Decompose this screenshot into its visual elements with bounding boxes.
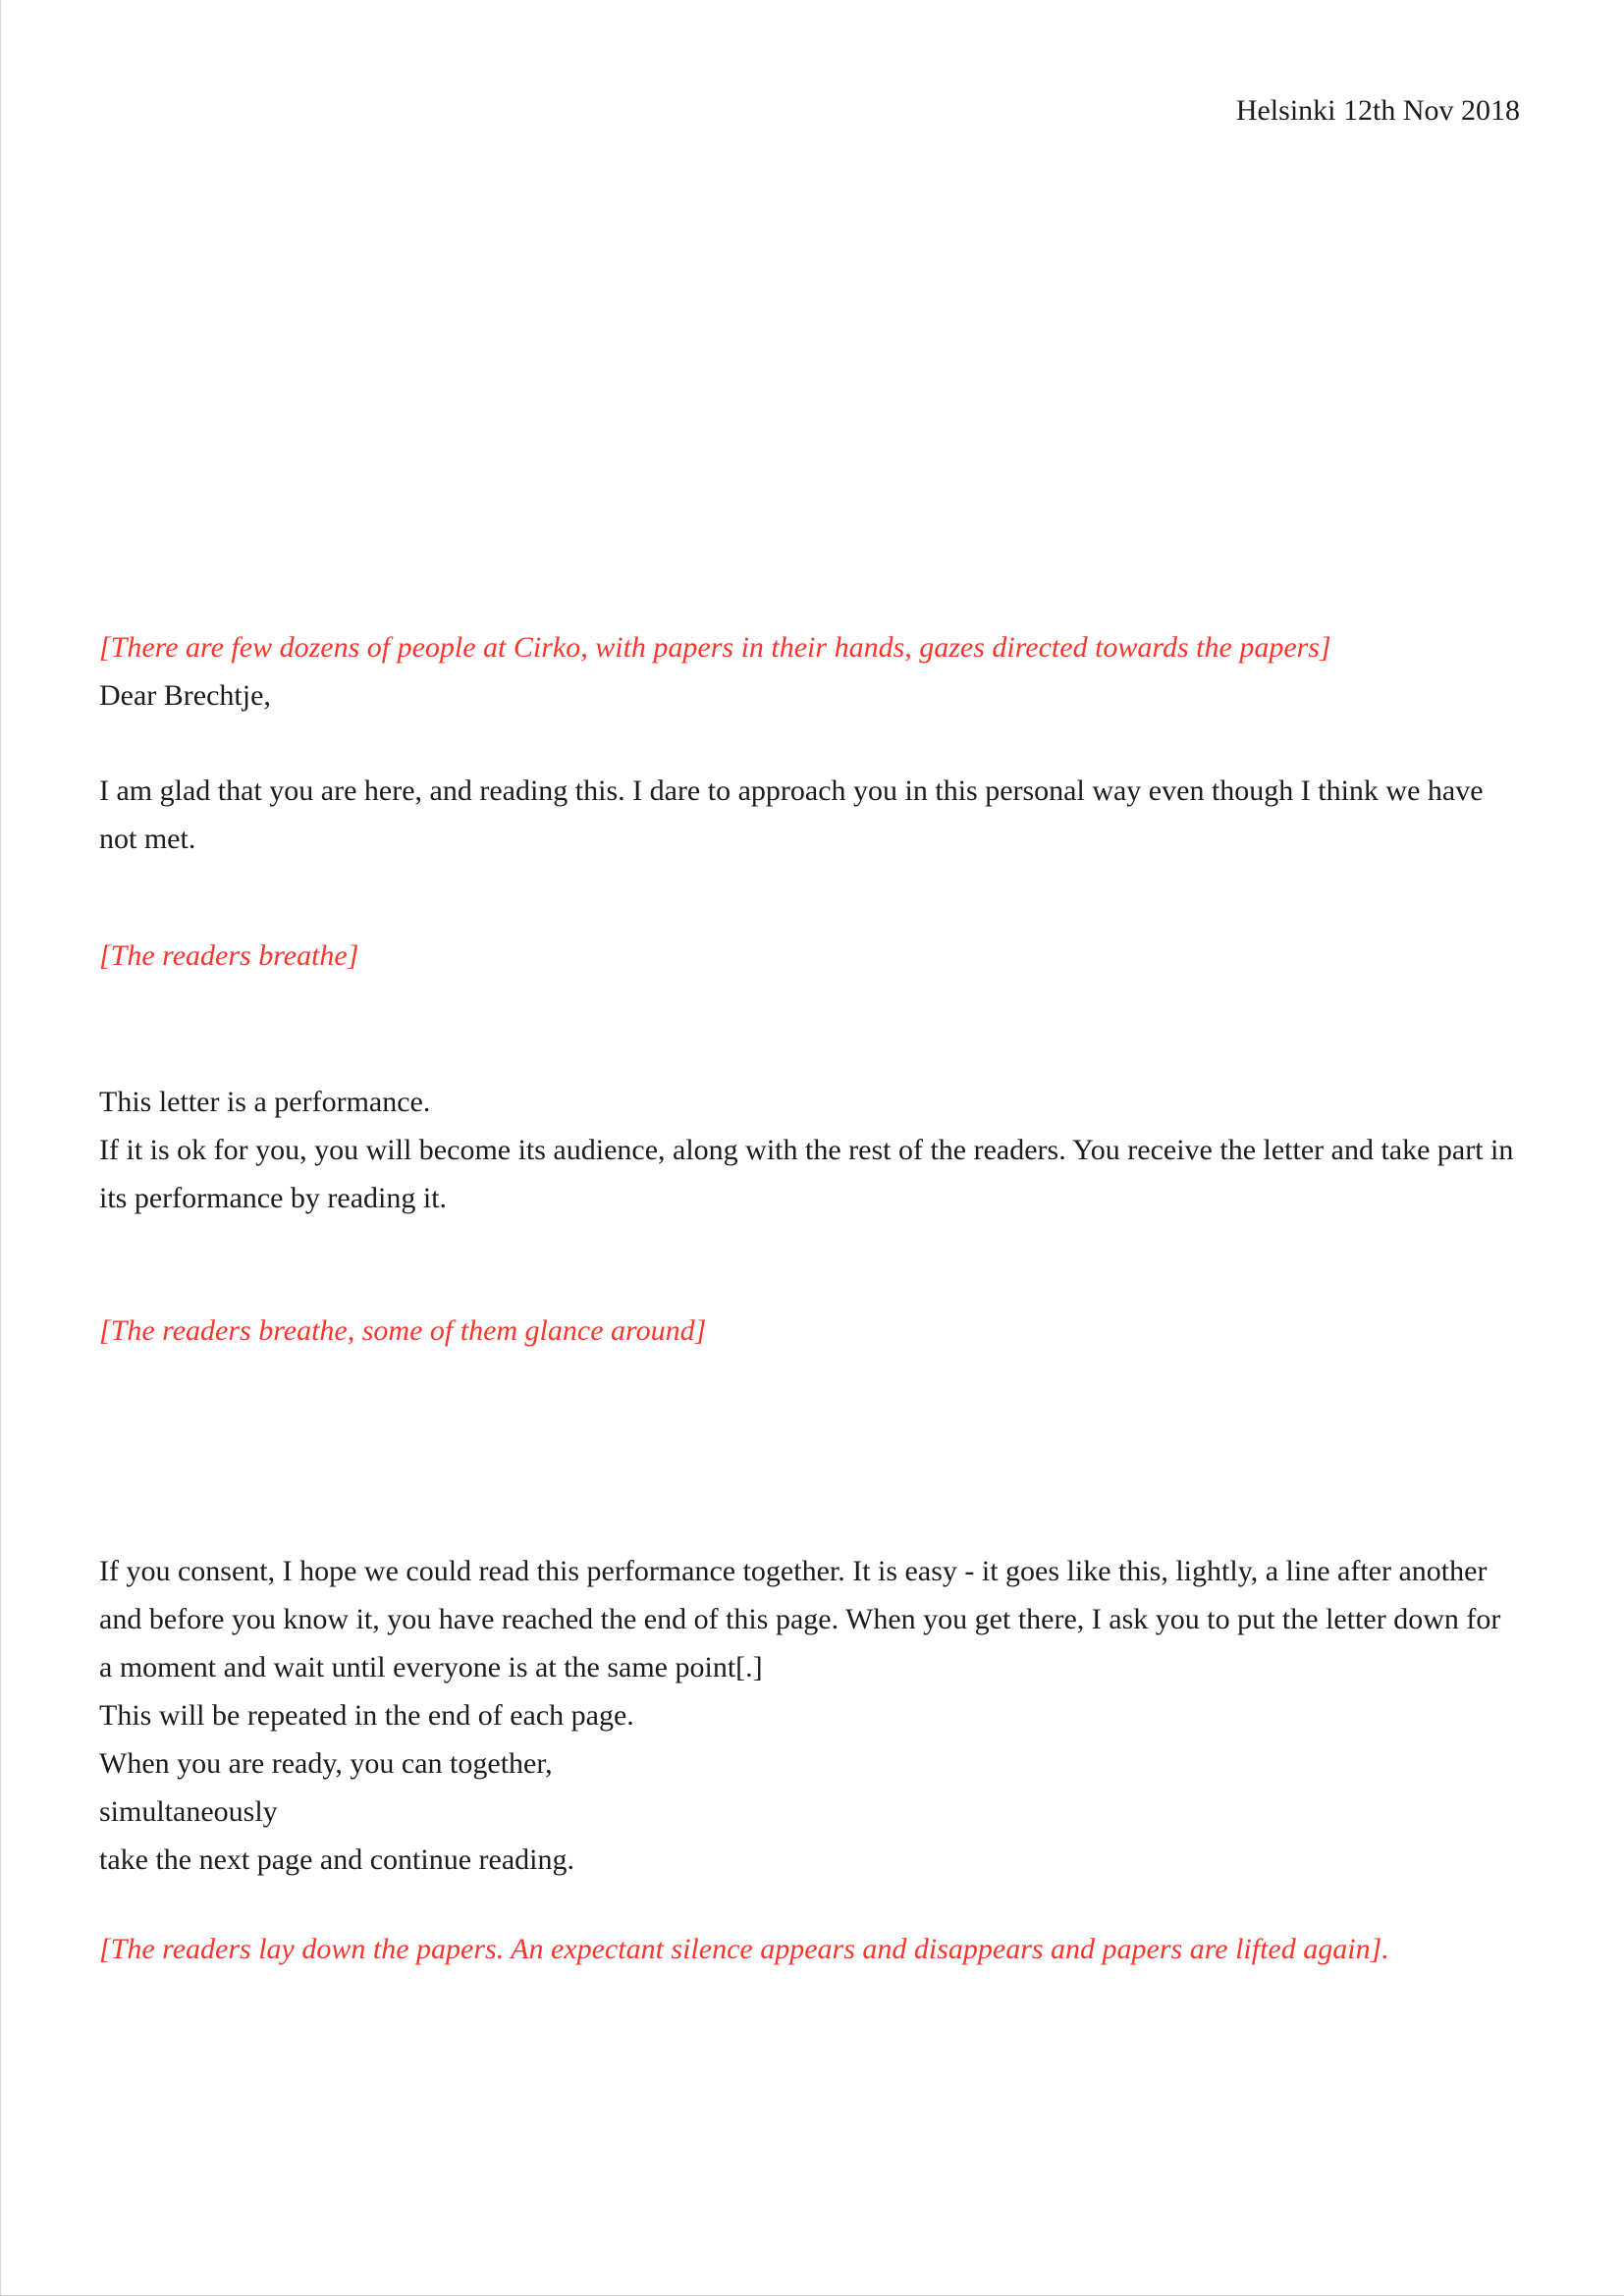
stage-direction-glance-around: [The readers breathe, some of them glance around]: [99, 1314, 707, 1347]
paragraph-performance-line-1: This letter is a performance.: [99, 1086, 431, 1118]
paragraph-instructions: [99, 1547, 1520, 1884]
date-line: Helsinki 12th Nov 2018: [1235, 94, 1520, 127]
paragraph-performance-rest: If it is ok for you, you will become its audience, along with the rest of the readers. You receive the letter and take part in its performance by reading it.: [99, 1134, 1514, 1214]
paragraph-introduction: I am glad that you are here, and reading this. I dare to approach you in this personal way even though I think we have not met.: [99, 774, 1484, 855]
paragraph-instructions-line-3: When you are ready, you can together,: [99, 1747, 553, 1780]
paragraph-instructions-main: If you consent, I hope we could read this performance together. It is easy - it goes like this, lightly, a line after another and before you know it, you have reached the end of this page. When you get there, I ask you to put the letter down for a moment and wait until everyone is at the same point[.]: [99, 1555, 1501, 1683]
paragraph-instructions-line-4: simultaneously: [99, 1795, 278, 1828]
salutation: Dear Brechtje,: [99, 679, 271, 712]
stage-direction-closing: [The readers lay down the papers. An expectant silence appears and disappears and papers are lifted again].: [99, 1933, 1389, 1965]
paragraph-performance: [99, 1078, 1520, 1222]
paragraph-instructions-line-2: This will be repeated in the end of each page.: [99, 1699, 634, 1732]
stage-direction-opening: [There are few dozens of people at Cirko, with papers in their hands, gazes directed towards the papers]: [99, 631, 1331, 664]
paragraph-instructions-line-5: take the next page and continue reading.: [99, 1843, 574, 1876]
stage-direction-readers-breathe: [The readers breathe]: [99, 939, 359, 972]
